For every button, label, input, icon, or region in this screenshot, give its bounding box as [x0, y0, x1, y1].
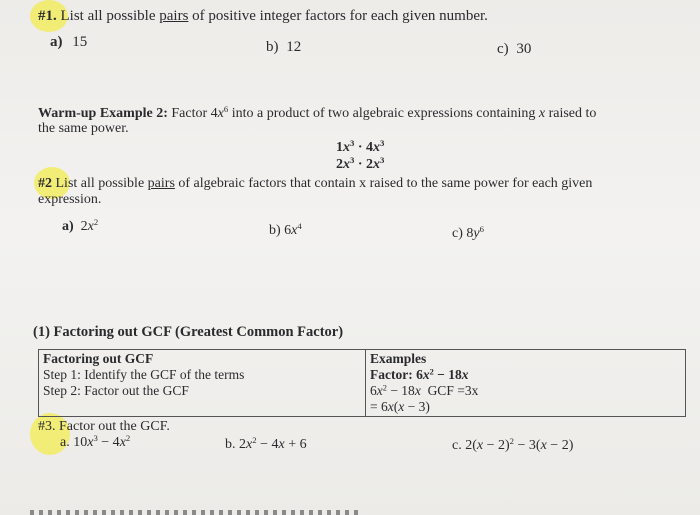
question-1-a [50, 34, 87, 51]
example-gcf-line: $6x^2 - 18x$ GCF =3x [370, 383, 479, 398]
question-number: #2 [38, 176, 52, 191]
gcf-steps-cell [39, 350, 366, 417]
cutoff-text-fragment [30, 510, 360, 515]
warmup-text: into a product of two algebraic expressions containing [228, 106, 539, 121]
question-3-c: c. $2(x - 2)^2 - 3(x - 2)$ [452, 436, 574, 453]
warmup-example-2: $2x^3 \cdot 2x^3$ [336, 155, 385, 172]
question-1-c [497, 41, 531, 58]
question-1-prompt [38, 8, 488, 25]
warmup-line-2: the same power. [38, 121, 129, 136]
question-3-a: a. $10x^3 - 4x^2$ [60, 433, 131, 450]
item-value: 12 [286, 39, 302, 55]
warmup-example-1: $1x^3 \cdot 4x^3$ [336, 138, 385, 155]
question-number: #3. [38, 419, 56, 434]
prompt-text: of algebraic factors that contain x raised to the same power for each given [174, 176, 593, 191]
question-3-prompt [38, 419, 170, 435]
math-var: x [217, 106, 224, 121]
step-1: Step 1: Identify the GCF of the terms [43, 367, 245, 382]
warmup-text: Factor 4 [167, 106, 218, 121]
question-2-a: a) $2x^2$ [62, 217, 99, 234]
table-header: Factoring out GCF [43, 351, 154, 366]
table-header: Examples [370, 351, 427, 366]
question-2-b: b) $6x^4$ [269, 221, 302, 238]
item-value: 15 [72, 34, 88, 50]
warmup-line-1 [38, 106, 596, 122]
question-2-c: c) $8y^6$ [452, 224, 484, 241]
prompt-underline: pairs [147, 176, 175, 191]
item-value: 30 [516, 41, 532, 57]
question-number: #1. [38, 8, 57, 24]
section-title: (1) Factoring out GCF (Greatest Common Factor) [33, 324, 344, 340]
step-2: Step 2: Factor out the GCF [43, 383, 189, 398]
gcf-table [38, 349, 686, 417]
example-factor-line: Factor: $6x^2 - 18x$ [370, 367, 469, 382]
math-var: x [538, 106, 546, 121]
warmup-text: raised to [545, 106, 597, 121]
item-label: a) [50, 34, 63, 50]
prompt-underline: pairs [159, 8, 189, 24]
example-result-line: = 6x(x − 3) [370, 399, 430, 414]
question-1-b [266, 39, 301, 56]
prompt-text: List all possible [60, 8, 160, 24]
item-label: b) [266, 39, 279, 55]
prompt-text: of positive integer factors for each given number. [188, 8, 488, 24]
prompt-text: Factor out the GCF. [55, 419, 170, 434]
gcf-examples-cell [366, 350, 686, 417]
warmup-label: Warm-up Example 2: [38, 106, 168, 121]
math-exp: 6 [223, 104, 229, 115]
prompt-text: List all possible [52, 176, 148, 191]
question-3-b: b. $2x^2 - 4x + 6$ [225, 435, 307, 452]
question-2-line-2: expression. [38, 192, 102, 207]
item-label: c) [497, 41, 509, 57]
question-2-line-1 [38, 176, 592, 192]
